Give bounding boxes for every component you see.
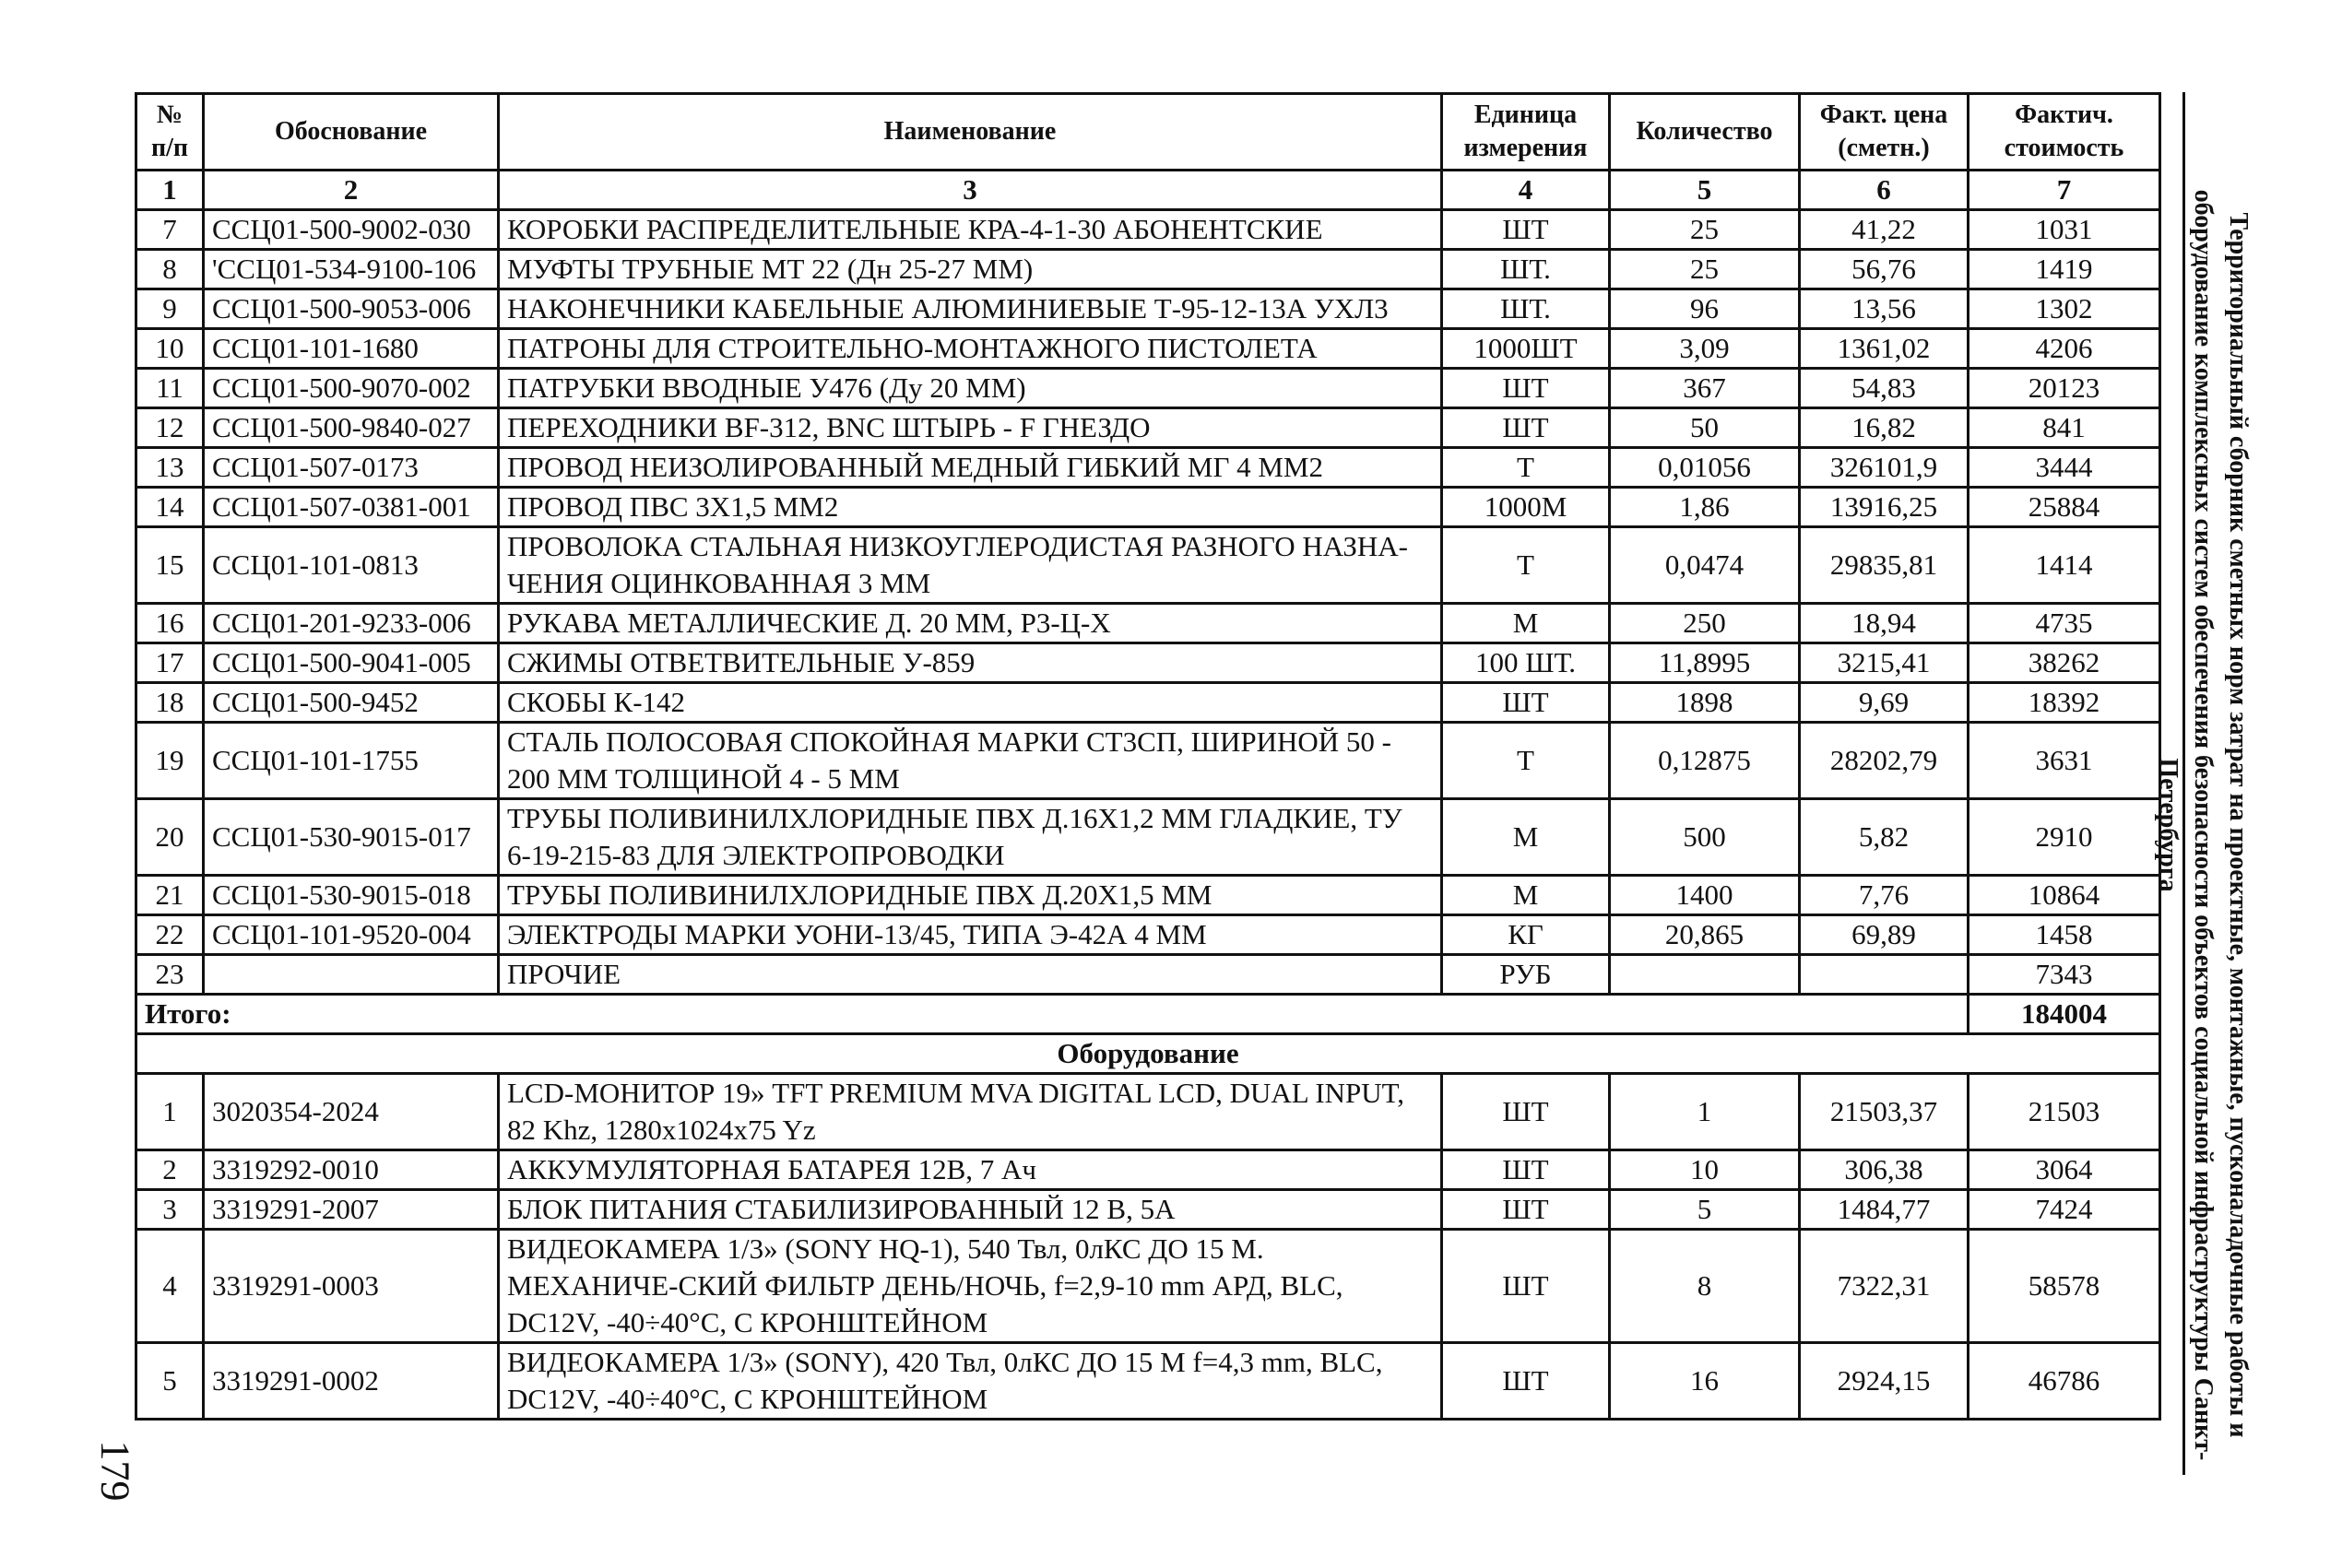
row-basis: ССЦ01-500-9041-005 <box>204 643 499 683</box>
table-row <box>136 488 2160 527</box>
table-row <box>136 408 2160 448</box>
row-basis: 'ССЦ01-534-9100-106 <box>204 250 499 289</box>
row-unit: 100 ШТ. <box>1442 643 1610 683</box>
col-number: 4 <box>1442 171 1610 210</box>
row-qty: 1400 <box>1610 876 1800 915</box>
col-number: 1 <box>136 171 204 210</box>
header-row <box>136 94 2160 171</box>
row-price: 1361,02 <box>1800 329 1969 369</box>
row-basis: ССЦ01-101-0813 <box>204 527 499 604</box>
row-name: ВИДЕОКАМЕРА 1/3» (SONY HQ-1), 540 Твл, 0лКС ДО 15 М. МЕХАНИЧЕ-СКИЙ ФИЛЬТР ДЕНЬ/НОЧЬ, f=2,9-10 mm АРД, BLC, DC12V, -40÷40°С, С КРОНШТЕЙНОМ <box>499 1230 1442 1343</box>
row-qty: 50 <box>1610 408 1800 448</box>
row-num: 19 <box>136 723 204 799</box>
col-number: 7 <box>1969 171 2160 210</box>
table-row <box>136 643 2160 683</box>
row-qty: 25 <box>1610 250 1800 289</box>
row-name: СТАЛЬ ПОЛОСОВАЯ СПОКОЙНАЯ МАРКИ СТ3СП, ШИРИНОЙ 50 - 200 ММ ТОЛЩИНОЙ 4 - 5 ММ <box>499 723 1442 799</box>
row-name: ТРУБЫ ПОЛИВИНИЛХЛОРИДНЫЕ ПВХ Д.20Х1,5 ММ <box>499 876 1442 915</box>
row-basis: ССЦ01-500-9053-006 <box>204 289 499 329</box>
row-num: 15 <box>136 527 204 604</box>
materials-body <box>136 210 2160 1420</box>
row-cost: 3631 <box>1969 723 2160 799</box>
row-price: 21503,37 <box>1800 1074 1969 1150</box>
row-num: 1 <box>136 1074 204 1150</box>
row-unit: КГ <box>1442 915 1610 955</box>
row-qty: 25 <box>1610 210 1800 250</box>
row-price <box>1800 955 1969 995</box>
row-unit: ШТ <box>1442 369 1610 408</box>
row-num: 16 <box>136 604 204 643</box>
row-name: ПРОЧИЕ <box>499 955 1442 995</box>
header-unit: Единица измерения <box>1442 94 1610 171</box>
table-row <box>136 289 2160 329</box>
row-cost: 4206 <box>1969 329 2160 369</box>
row-qty: 3,09 <box>1610 329 1800 369</box>
total-row <box>136 995 2160 1034</box>
row-unit: ШТ <box>1442 1190 1610 1230</box>
row-qty <box>1610 955 1800 995</box>
row-cost: 10864 <box>1969 876 2160 915</box>
row-unit: 1000М <box>1442 488 1610 527</box>
table-row <box>136 369 2160 408</box>
table-row <box>136 955 2160 995</box>
row-basis: ССЦ01-201-9233-006 <box>204 604 499 643</box>
row-num: 13 <box>136 448 204 488</box>
row-qty: 10 <box>1610 1150 1800 1190</box>
row-qty: 1,86 <box>1610 488 1800 527</box>
row-name: АККУМУЛЯТОРНАЯ БАТАРЕЯ 12В, 7 Ач <box>499 1150 1442 1190</box>
row-num: 20 <box>136 799 204 876</box>
table-row <box>136 329 2160 369</box>
table-row <box>136 448 2160 488</box>
header-cost: Фактич. стоимость <box>1969 94 2160 171</box>
row-cost: 25884 <box>1969 488 2160 527</box>
row-qty: 250 <box>1610 604 1800 643</box>
row-cost: 1302 <box>1969 289 2160 329</box>
row-price: 54,83 <box>1800 369 1969 408</box>
row-num: 11 <box>136 369 204 408</box>
row-name: ПЕРЕХОДНИКИ BF-312, BNC ШТЫРЬ - F ГНЕЗДО <box>499 408 1442 448</box>
row-num: 2 <box>136 1150 204 1190</box>
row-name: СЖИМЫ ОТВЕТВИТЕЛЬНЫЕ У-859 <box>499 643 1442 683</box>
row-qty: 8 <box>1610 1230 1800 1343</box>
row-qty: 1 <box>1610 1074 1800 1150</box>
row-cost: 4735 <box>1969 604 2160 643</box>
row-price: 13916,25 <box>1800 488 1969 527</box>
row-cost: 3444 <box>1969 448 2160 488</box>
row-qty: 367 <box>1610 369 1800 408</box>
header-qty: Количество <box>1610 94 1800 171</box>
row-price: 7,76 <box>1800 876 1969 915</box>
row-unit: ШТ. <box>1442 289 1610 329</box>
row-basis: 3020354-2024 <box>204 1074 499 1150</box>
total-label: Итого: <box>136 995 1969 1034</box>
row-num: 18 <box>136 683 204 723</box>
row-unit: ШТ <box>1442 683 1610 723</box>
row-qty: 0,0474 <box>1610 527 1800 604</box>
row-price: 3215,41 <box>1800 643 1969 683</box>
row-name: ПАТРОНЫ ДЛЯ СТРОИТЕЛЬНО-МОНТАЖНОГО ПИСТОЛЕТА <box>499 329 1442 369</box>
row-price: 5,82 <box>1800 799 1969 876</box>
row-name: ЭЛЕКТРОДЫ МАРКИ УОНИ-13/45, ТИПА Э-42А 4 ММ <box>499 915 1442 955</box>
row-num: 5 <box>136 1343 204 1420</box>
row-qty: 96 <box>1610 289 1800 329</box>
row-basis: 3319291-0002 <box>204 1343 499 1420</box>
row-price: 18,94 <box>1800 604 1969 643</box>
table-row <box>136 1230 2160 1343</box>
table-row <box>136 1343 2160 1420</box>
row-unit: РУБ <box>1442 955 1610 995</box>
row-unit: ШТ <box>1442 1150 1610 1190</box>
table-row <box>136 210 2160 250</box>
row-price: 16,82 <box>1800 408 1969 448</box>
row-num: 22 <box>136 915 204 955</box>
header-num: № п/п <box>136 94 204 171</box>
row-name: НАКОНЕЧНИКИ КАБЕЛЬНЫЕ АЛЮМИНИЕВЫЕ Т-95-12-13А УХЛ3 <box>499 289 1442 329</box>
side-running-title: Территориальный сборник сметных норм затрат на проектные, монтажные, пусконаладочные работы и оборудование комплексных систем обеспечения безопасности объектов социальной инфраструктуры Санкт-Петербурга <box>2154 189 2253 1461</box>
table-row <box>136 683 2160 723</box>
row-basis: ССЦ01-101-1755 <box>204 723 499 799</box>
table-row <box>136 1190 2160 1230</box>
col-number: 2 <box>204 171 499 210</box>
row-price: 7322,31 <box>1800 1230 1969 1343</box>
row-unit: ШТ <box>1442 1343 1610 1420</box>
row-price: 326101,9 <box>1800 448 1969 488</box>
row-qty: 11,8995 <box>1610 643 1800 683</box>
row-basis: ССЦ01-101-1680 <box>204 329 499 369</box>
row-price: 28202,79 <box>1800 723 1969 799</box>
row-cost: 1414 <box>1969 527 2160 604</box>
row-basis: ССЦ01-507-0381-001 <box>204 488 499 527</box>
table-row <box>136 876 2160 915</box>
row-unit: Т <box>1442 448 1610 488</box>
row-num: 14 <box>136 488 204 527</box>
row-cost: 7343 <box>1969 955 2160 995</box>
column-number-row <box>136 171 2160 210</box>
row-unit: Т <box>1442 527 1610 604</box>
row-num: 10 <box>136 329 204 369</box>
row-price: 9,69 <box>1800 683 1969 723</box>
row-name: ВИДЕОКАМЕРА 1/3» (SONY), 420 Твл, 0лКС ДО 15 М f=4,3 mm, BLC, DC12V, -40÷40°С, С КРОНШТЕЙНОМ <box>499 1343 1442 1420</box>
row-qty: 500 <box>1610 799 1800 876</box>
table-row <box>136 1150 2160 1190</box>
col-number: 3 <box>499 171 1442 210</box>
row-price: 41,22 <box>1800 210 1969 250</box>
row-cost: 18392 <box>1969 683 2160 723</box>
row-unit: ШТ <box>1442 210 1610 250</box>
row-cost: 1419 <box>1969 250 2160 289</box>
table-row <box>136 1074 2160 1150</box>
row-name: КОРОБКИ РАСПРЕДЕЛИТЕЛЬНЫЕ КРА-4-1-30 АБОНЕНТСКИЕ <box>499 210 1442 250</box>
row-name: ТРУБЫ ПОЛИВИНИЛХЛОРИДНЫЕ ПВХ Д.16Х1,2 ММ ГЛАДКИЕ, ТУ 6-19-215-83 ДЛЯ ЭЛЕКТРОПРОВОДКИ <box>499 799 1442 876</box>
row-unit: М <box>1442 604 1610 643</box>
row-basis: ССЦ01-507-0173 <box>204 448 499 488</box>
row-name: ПРОВОЛОКА СТАЛЬНАЯ НИЗКОУГЛЕРОДИСТАЯ РАЗНОГО НАЗНА-ЧЕНИЯ ОЦИНКОВАННАЯ 3 ММ <box>499 527 1442 604</box>
table-row <box>136 799 2160 876</box>
row-cost: 46786 <box>1969 1343 2160 1420</box>
section-title: Оборудование <box>136 1034 2160 1074</box>
row-cost: 841 <box>1969 408 2160 448</box>
row-qty: 1898 <box>1610 683 1800 723</box>
estimate-table <box>135 92 2161 1421</box>
row-unit: ШТ <box>1442 1074 1610 1150</box>
total-value: 184004 <box>1969 995 2160 1034</box>
row-price: 13,56 <box>1800 289 1969 329</box>
header-basis: Обоснование <box>204 94 499 171</box>
row-name: РУКАВА МЕТАЛЛИЧЕСКИЕ Д. 20 ММ, Р3-Ц-Х <box>499 604 1442 643</box>
row-num: 17 <box>136 643 204 683</box>
row-name: СКОБЫ К-142 <box>499 683 1442 723</box>
row-name: МУФТЫ ТРУБНЫЕ МТ 22 (Дн 25-27 ММ) <box>499 250 1442 289</box>
row-basis <box>204 955 499 995</box>
row-basis: ССЦ01-500-9070-002 <box>204 369 499 408</box>
row-qty: 0,01056 <box>1610 448 1800 488</box>
row-cost: 1458 <box>1969 915 2160 955</box>
section-row <box>136 1034 2160 1074</box>
row-cost: 3064 <box>1969 1150 2160 1190</box>
row-price: 56,76 <box>1800 250 1969 289</box>
row-basis: ССЦ01-500-9452 <box>204 683 499 723</box>
row-cost: 2910 <box>1969 799 2160 876</box>
row-basis: ССЦ01-530-9015-017 <box>204 799 499 876</box>
row-qty: 0,12875 <box>1610 723 1800 799</box>
row-basis: 3319291-0003 <box>204 1230 499 1343</box>
row-cost: 38262 <box>1969 643 2160 683</box>
row-cost: 58578 <box>1969 1230 2160 1343</box>
col-number: 6 <box>1800 171 1969 210</box>
row-cost: 7424 <box>1969 1190 2160 1230</box>
row-num: 9 <box>136 289 204 329</box>
row-unit: ШТ. <box>1442 250 1610 289</box>
page-number: 179 <box>92 1440 138 1502</box>
row-basis: ССЦ01-530-9015-018 <box>204 876 499 915</box>
row-basis: 3319291-2007 <box>204 1190 499 1230</box>
table-row <box>136 915 2160 955</box>
row-qty: 16 <box>1610 1343 1800 1420</box>
row-unit: М <box>1442 799 1610 876</box>
row-qty: 20,865 <box>1610 915 1800 955</box>
row-price: 2924,15 <box>1800 1343 1969 1420</box>
row-price: 1484,77 <box>1800 1190 1969 1230</box>
row-num: 7 <box>136 210 204 250</box>
row-price: 306,38 <box>1800 1150 1969 1190</box>
table-row <box>136 723 2160 799</box>
row-unit: ШТ <box>1442 408 1610 448</box>
row-num: 23 <box>136 955 204 995</box>
row-num: 3 <box>136 1190 204 1230</box>
header-name: Наименование <box>499 94 1442 171</box>
row-name: БЛОК ПИТАНИЯ СТАБИЛИЗИРОВАННЫЙ 12 В, 5А <box>499 1190 1442 1230</box>
row-basis: ССЦ01-500-9002-030 <box>204 210 499 250</box>
table-row <box>136 527 2160 604</box>
row-price: 69,89 <box>1800 915 1969 955</box>
row-basis: ССЦ01-500-9840-027 <box>204 408 499 448</box>
row-num: 4 <box>136 1230 204 1343</box>
row-name: LCD-МОНИТОР 19» TFT PREMIUM MVA DIGITAL LCD, DUAL INPUT, 82 Khz, 1280x1024x75 Yz <box>499 1074 1442 1150</box>
row-basis: 3319292-0010 <box>204 1150 499 1190</box>
row-price: 29835,81 <box>1800 527 1969 604</box>
table-row <box>136 604 2160 643</box>
row-cost: 20123 <box>1969 369 2160 408</box>
row-qty: 5 <box>1610 1190 1800 1230</box>
row-unit: ШТ <box>1442 1230 1610 1343</box>
table-row <box>136 250 2160 289</box>
row-cost: 1031 <box>1969 210 2160 250</box>
row-basis: ССЦ01-101-9520-004 <box>204 915 499 955</box>
row-name: ПАТРУБКИ ВВОДНЫЕ У476 (Ду 20 ММ) <box>499 369 1442 408</box>
row-unit: М <box>1442 876 1610 915</box>
row-name: ПРОВОД ПВС 3Х1,5 ММ2 <box>499 488 1442 527</box>
row-num: 21 <box>136 876 204 915</box>
header-price: Факт. цена (сметн.) <box>1800 94 1969 171</box>
row-unit: Т <box>1442 723 1610 799</box>
col-number: 5 <box>1610 171 1800 210</box>
row-cost: 21503 <box>1969 1074 2160 1150</box>
row-unit: 1000ШТ <box>1442 329 1610 369</box>
row-num: 8 <box>136 250 204 289</box>
row-name: ПРОВОД НЕИЗОЛИРОВАННЫЙ МЕДНЫЙ ГИБКИЙ МГ 4 ММ2 <box>499 448 1442 488</box>
row-num: 12 <box>136 408 204 448</box>
